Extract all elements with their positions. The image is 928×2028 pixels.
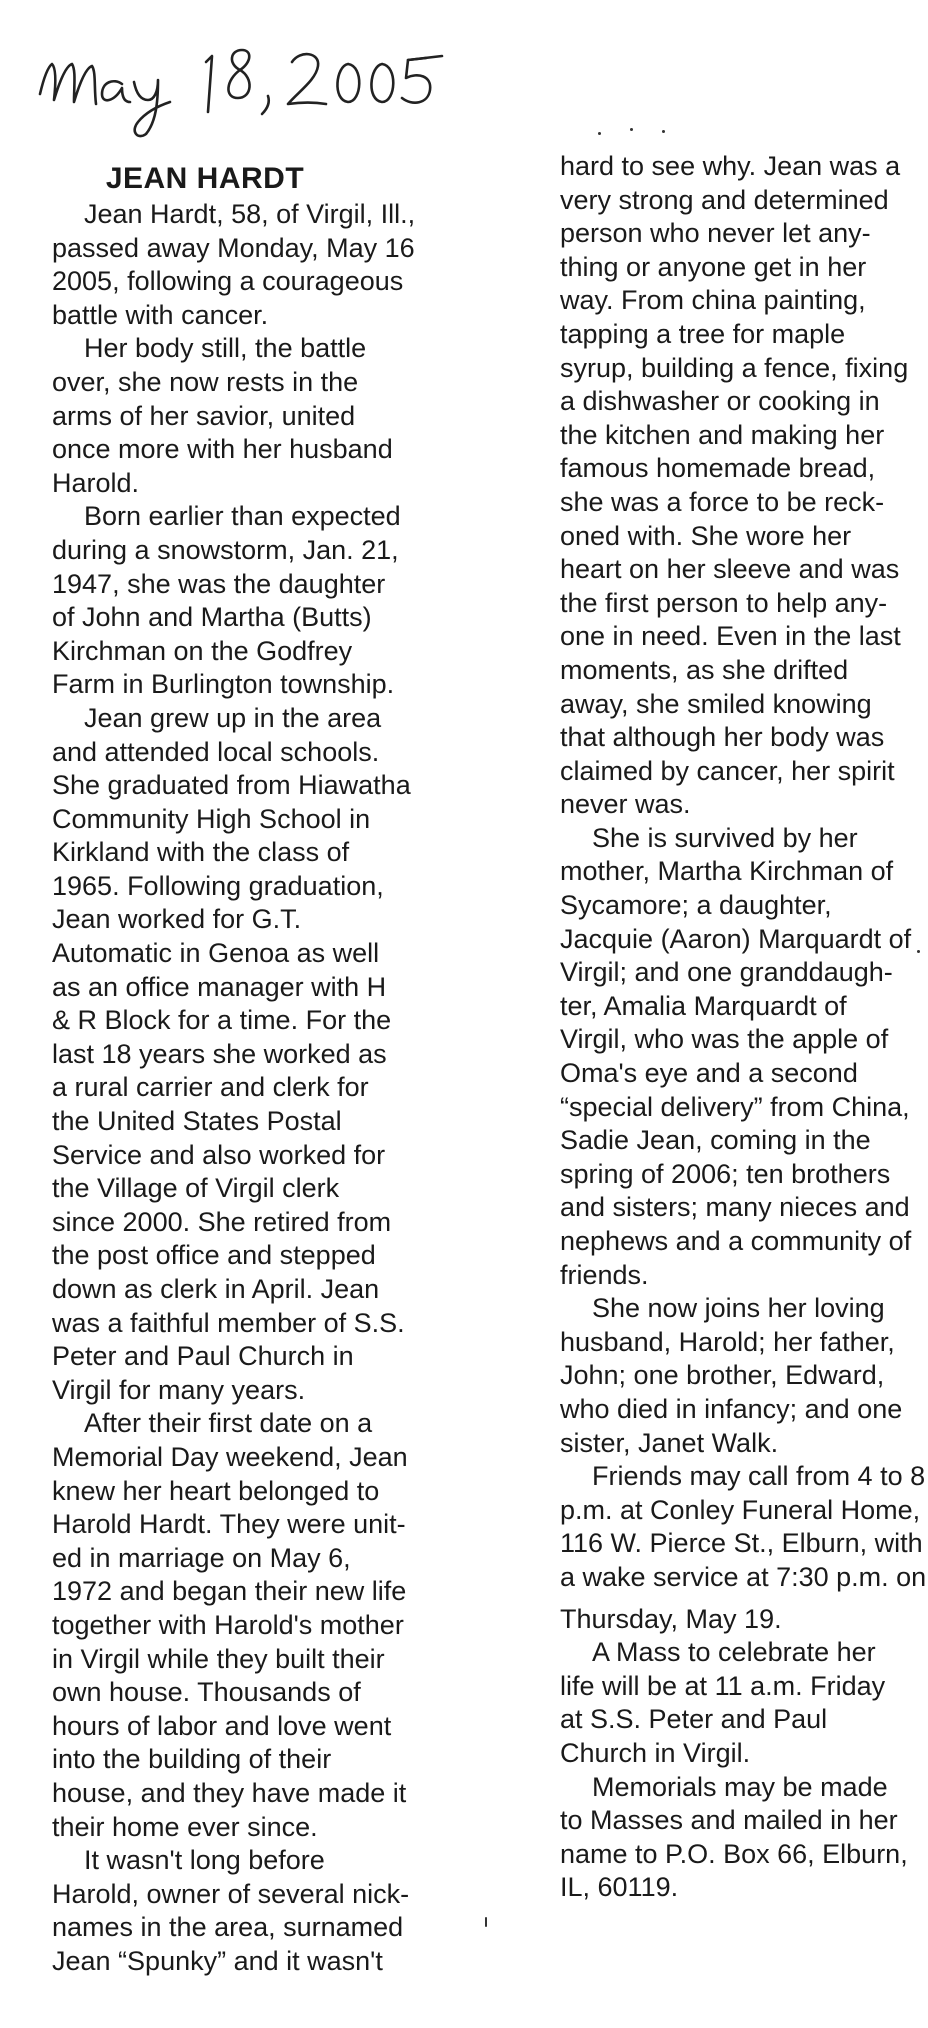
text-line: as an office manager with H	[52, 971, 387, 1002]
text-line: 116 W. Pierce St., Elburn, with	[560, 1528, 923, 1559]
text-line: of John and Martha (Butts)	[52, 602, 372, 633]
text-line: during a snowstorm, Jan. 21,	[52, 534, 399, 565]
text-line: she was a force to be reck-	[560, 486, 885, 517]
text-line: claimed by cancer, her spirit	[560, 755, 895, 786]
text-line: the post office and stepped	[52, 1240, 376, 1271]
text-line: Her body still, the battle	[84, 333, 367, 364]
text-line: and attended local schools.	[52, 736, 380, 767]
text-line: Harold.	[52, 467, 140, 498]
text-line: a dishwasher or cooking in	[560, 386, 880, 417]
text-line: It wasn't long before	[84, 1845, 325, 1876]
text-line: Sadie Jean, coming in the	[560, 1125, 871, 1156]
text-line: Automatic in Genoa as well	[52, 938, 380, 969]
text-line: husband, Harold; her father,	[560, 1326, 895, 1357]
paragraph	[20, 332, 393, 500]
text-line: since 2000. She retired from	[52, 1206, 392, 1237]
paragraph	[20, 1407, 408, 1844]
obituary-left-column	[20, 162, 416, 1978]
paragraph	[528, 822, 923, 1292]
text-line: thing or anyone get in her	[560, 251, 867, 282]
paragraph	[20, 500, 401, 702]
text-line: Sycamore; a daughter,	[560, 890, 832, 921]
text-line: who died in infancy; and one	[560, 1393, 903, 1424]
scan-speck	[630, 128, 633, 131]
text-line: & R Block for a time. For the	[52, 1005, 392, 1036]
text-line: Jean “Spunky” and it wasn't	[52, 1945, 383, 1976]
paragraph	[528, 150, 923, 822]
text-line: name to P.O. Box 66, Elburn,	[560, 1838, 908, 1869]
text-line: over, she now rests in the	[52, 366, 359, 397]
text-line: Friends may call from 4 to 8	[592, 1461, 926, 1492]
text-line: that although her body was	[560, 722, 885, 753]
paragraph	[528, 1771, 923, 1905]
text-line: Jean worked for G.T.	[52, 904, 302, 935]
text-line: Harold, owner of several nick-	[52, 1878, 410, 1909]
obituary-right-column	[528, 150, 927, 1905]
text-line: Harold Hardt. They were unit-	[52, 1509, 406, 1540]
text-line: tapping a tree for maple	[560, 318, 846, 349]
text-line: nephews and a community of	[560, 1226, 912, 1256]
text-line: syrup, building a fence, fixing	[560, 352, 909, 383]
right-lower-paragraphs	[528, 1603, 923, 1905]
text-line: A Mass to celebrate her	[592, 1637, 876, 1668]
text-line: oned with. She wore her	[560, 520, 852, 551]
paragraph	[20, 1844, 410, 1978]
text-line: the kitchen and making her	[560, 419, 885, 450]
text-line: Memorials may be made	[592, 1771, 888, 1802]
text-line: their home ever since.	[52, 1811, 318, 1842]
text-line: mother, Martha Kirchman of	[560, 856, 894, 887]
text-line: hours of labor and love went	[52, 1710, 392, 1741]
text-line: Virgil; and one granddaugh-	[560, 957, 893, 988]
text-line: house, and they have made it	[52, 1777, 407, 1808]
text-line: She is survived by her	[592, 822, 858, 853]
paragraph	[528, 1460, 927, 1594]
text-line: sister, Janet Walk.	[560, 1427, 779, 1458]
text-line: away, she smiled knowing	[560, 688, 872, 719]
text-line: Service and also worked for	[52, 1139, 386, 1170]
text-line: down as clerk in April. Jean	[52, 1274, 380, 1304]
handwritten-date	[30, 22, 480, 142]
text-line: p.m. at Conley Funeral Home,	[560, 1494, 921, 1525]
text-line: person who never let any-	[560, 218, 871, 249]
text-line: Jacquie (Aaron) Marquardt of	[560, 923, 912, 954]
handwritten-date-signature	[30, 22, 480, 142]
text-line: never was.	[560, 789, 691, 820]
text-line: passed away Monday, May 16	[52, 232, 415, 263]
text-line: She graduated from Hiawatha	[52, 770, 411, 801]
text-line: 2005, following a courageous	[52, 266, 404, 297]
text-line: the United States Postal	[52, 1106, 342, 1137]
text-line: She now joins her loving	[592, 1293, 885, 1324]
text-line: Born earlier than expected	[84, 501, 401, 532]
text-line: one in need. Even in the last	[560, 621, 901, 652]
text-line: IL, 60119.	[560, 1872, 679, 1903]
paragraph	[20, 198, 416, 332]
text-line: at S.S. Peter and Paul	[560, 1704, 828, 1735]
text-line: Thursday, May 19.	[560, 1603, 782, 1634]
text-line: the first person to help any-	[560, 587, 888, 618]
text-line: Kirkland with the class of	[52, 837, 350, 868]
scan-speck	[598, 132, 601, 135]
obituary-headline: JEAN HARDT	[105, 162, 305, 195]
paragraph	[528, 1603, 923, 1637]
text-line: Virgil, who was the apple of	[560, 1024, 889, 1055]
text-line: arms of her savior, united	[52, 400, 356, 431]
text-line: hard to see why. Jean was a	[560, 151, 901, 181]
text-line: ed in marriage on May 6,	[52, 1542, 351, 1573]
text-line: John; one brother, Edward,	[560, 1360, 885, 1391]
text-line: way. From china painting,	[560, 285, 866, 316]
text-line: heart on her sleeve and was	[560, 554, 900, 585]
text-line: a rural carrier and clerk for	[52, 1072, 369, 1103]
text-line: the Village of Virgil clerk	[52, 1173, 340, 1204]
scan-speck	[917, 950, 920, 953]
text-line: last 18 years she worked as	[52, 1038, 387, 1069]
text-line: Farm in Burlington township.	[52, 669, 395, 700]
text-line: life will be at 11 a.m. Friday	[560, 1670, 886, 1701]
scan-speck	[662, 130, 665, 133]
text-line: Memorial Day weekend, Jean	[52, 1441, 408, 1472]
text-line: knew her heart belonged to	[52, 1475, 380, 1506]
text-line: 1972 and began their new life	[52, 1576, 407, 1607]
text-line: 1965. Following graduation,	[52, 870, 384, 901]
text-line: was a faithful member of S.S.	[52, 1307, 405, 1338]
text-line: 1947, she was the daughter	[52, 568, 386, 599]
text-line: to Masses and mailed in her	[560, 1805, 898, 1836]
text-line: Community High School in	[52, 803, 371, 834]
text-line: names in the area, surnamed	[52, 1912, 404, 1943]
text-line: together with Harold's mother	[52, 1609, 404, 1640]
text-line: battle with cancer.	[52, 299, 269, 330]
right-paragraphs	[528, 150, 927, 1595]
text-line: moments, as she drifted	[560, 654, 849, 685]
text-line: very strong and determined	[560, 184, 889, 215]
text-line: friends.	[560, 1259, 649, 1290]
text-line: Church in Virgil.	[560, 1737, 751, 1768]
text-line: Jean grew up in the area	[84, 702, 382, 733]
text-line: Oma's eye and a second	[560, 1058, 858, 1089]
text-line: Virgil for many years.	[52, 1374, 306, 1405]
text-line: Jean Hardt, 58, of Virgil, Ill.,	[84, 199, 416, 229]
text-line: in Virgil while they built their	[52, 1643, 385, 1674]
text-line: “special delivery” from China,	[560, 1091, 910, 1122]
left-paragraphs	[20, 198, 416, 1978]
scan-speck	[485, 1917, 487, 1927]
text-line: spring of 2006; ten brothers	[560, 1158, 891, 1189]
text-line: After their first date on a	[84, 1408, 373, 1439]
text-line: once more with her husband	[52, 434, 393, 465]
text-line: Kirchman on the Godfrey	[52, 635, 353, 666]
text-line: own house. Thousands of	[52, 1677, 361, 1708]
paragraph	[528, 1636, 923, 1770]
text-line: and sisters; many nieces and	[560, 1192, 910, 1223]
paragraph	[20, 702, 411, 1407]
text-line: into the building of their	[52, 1744, 332, 1775]
text-line: a wake service at 7:30 p.m. on	[560, 1561, 927, 1592]
text-line: ter, Amalia Marquardt of	[560, 990, 847, 1021]
paragraph	[528, 1292, 923, 1460]
text-line: famous homemade bread,	[560, 453, 876, 484]
text-line: Peter and Paul Church in	[52, 1341, 354, 1372]
